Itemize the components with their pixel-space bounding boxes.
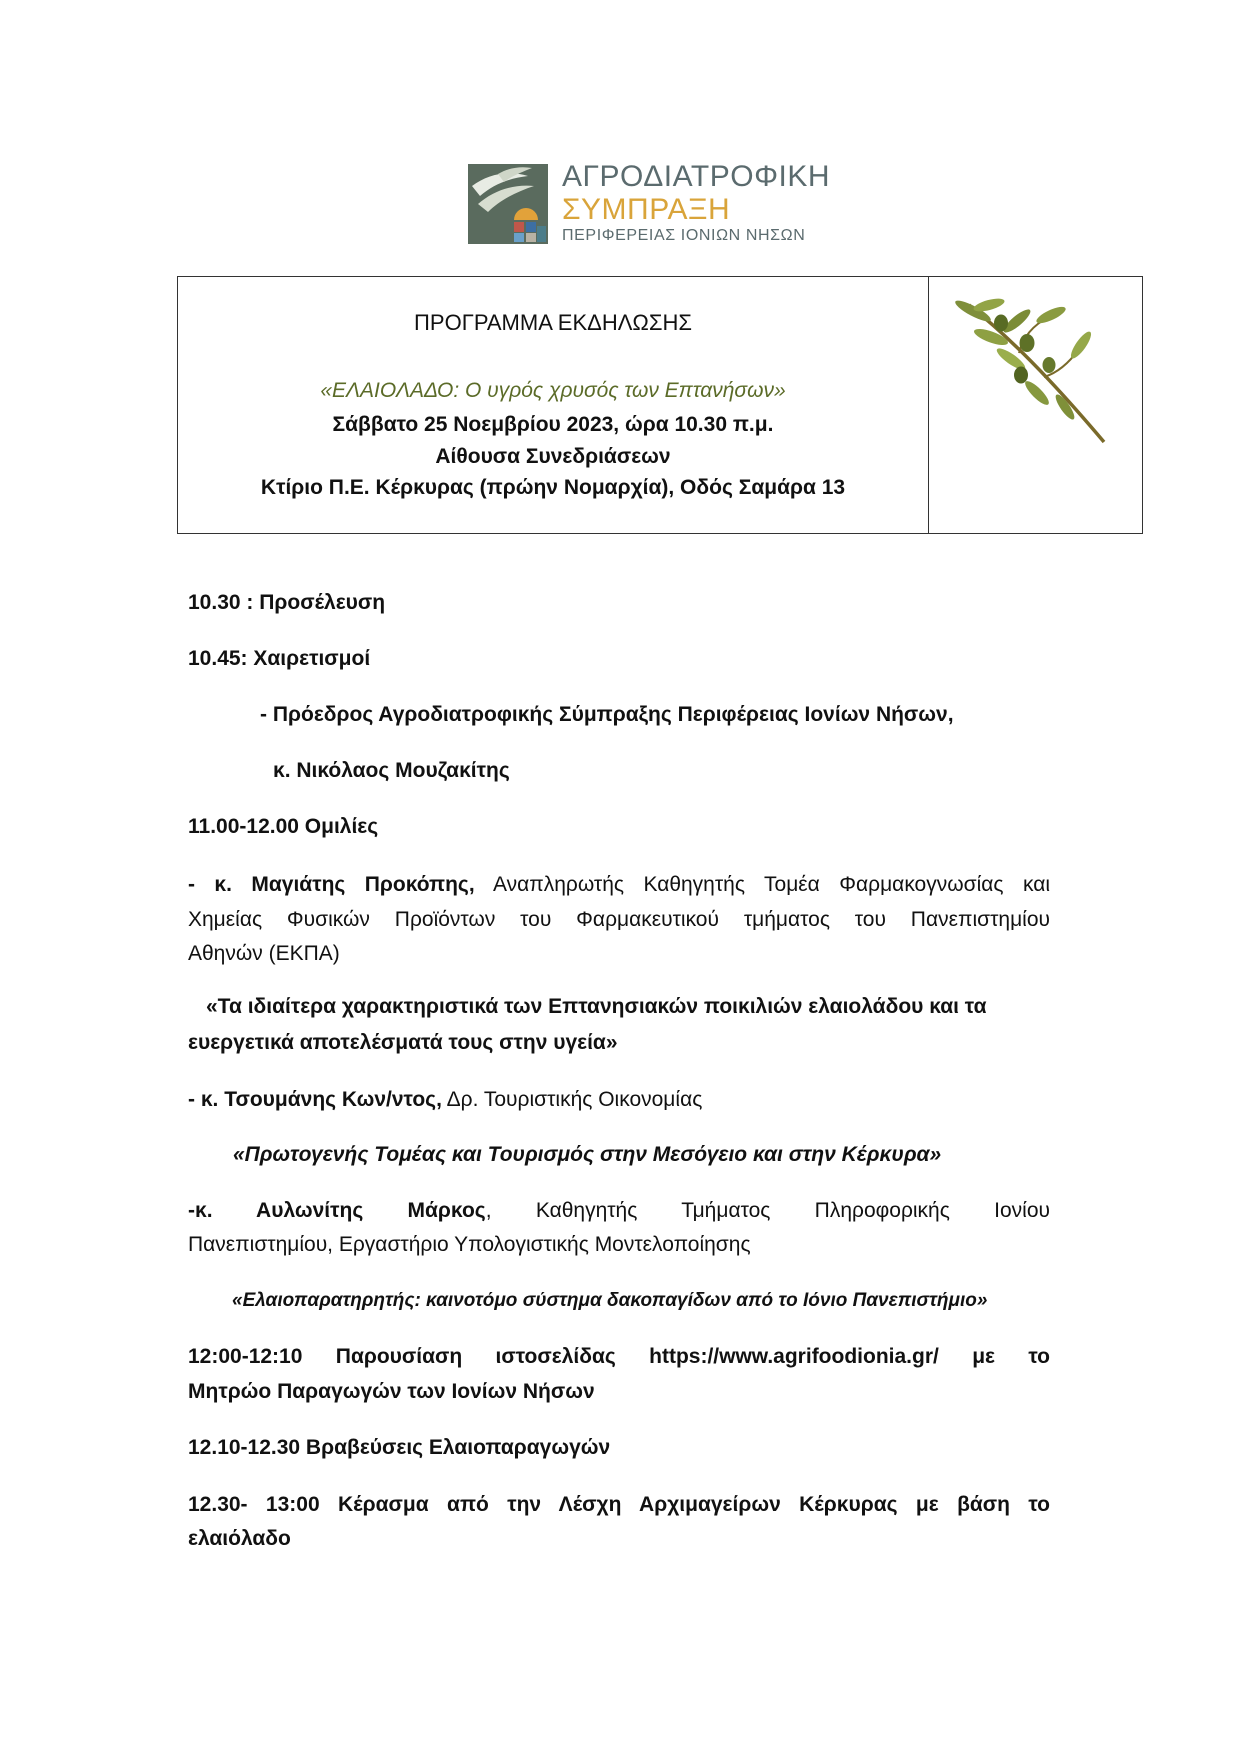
treat-line-1 [188, 1487, 1050, 1522]
speaker-2-line [188, 1088, 702, 1112]
logo [468, 160, 831, 248]
talk-1-title-a: «Τα ιδιαίτερα χαρακτηριστικά των Επτανησιακών ποικιλιών ελαιολάδου και τα [206, 995, 987, 1018]
speaker-1-desc-a: Αναπληρωτής Καθηγητής Τομέα Φαρμακογνωσίας και [492, 873, 1050, 896]
treat-a: 12.30- 13:00 Κέρασμα από την Λέσχη Αρχιμαγείρων Κέρκυρας με βάση το [188, 1493, 1050, 1516]
header-image-cell [929, 277, 1142, 533]
speaker-3-line-1 [188, 1193, 1050, 1228]
speaker-2-desc: Δρ. Τουριστικής Οικονομίας [446, 1088, 703, 1111]
speaker-3-desc-b: Πανεπιστημίου, Εργαστήριο Υπολογιστικής Μοντελοποίησης [188, 1233, 751, 1256]
website-presentation-line-1 [188, 1339, 1050, 1374]
awards-item: 12.10-12.30 Βραβεύσεις Ελαιοπαραγωγών [188, 1436, 611, 1459]
speaker-1-line-2 [188, 902, 1050, 937]
logo-text [562, 160, 830, 246]
speaker-3-name: -κ. Αυλωνίτης Μάρκος [188, 1199, 486, 1222]
president-role: - Πρόεδρος Αγροδιατροφικής Σύμπραξης Περιφέρειας Ιονίων Νήσων, [260, 703, 954, 726]
talks-heading: 11.00-12.00 Ομιλίες [188, 815, 379, 838]
speaker-1-line-1 [188, 867, 1050, 902]
speaker-1-desc-b: Χημείας Φυσικών Προϊόντων του Φαρμακευτικού τμήματος του Πανεπιστημίου [188, 908, 1050, 931]
event-subtitle: «ΕΛΑΙΟΛΑΔΟ: Ο υγρός χρυσός των Επτανήσων» [320, 379, 786, 402]
talk-2-title: «Πρωτογενής Τομέας και Τουρισμός στην Μεσόγειο και στην Κέρκυρα» [233, 1143, 942, 1166]
website-presentation-a: 12:00-12:10 Παρουσίαση ιστοσελίδας https://www.agrifoodionia.gr/ με το [188, 1345, 1050, 1368]
speaker-2-name: - κ. Τσουμάνης Κων/ντος, [188, 1088, 442, 1111]
greetings-item: 10.45: Χαιρετισμοί [188, 647, 371, 670]
website-presentation-b: Μητρώο Παραγωγών των Ιονίων Νήσων [188, 1380, 595, 1403]
header-text-cell [178, 277, 929, 533]
talk-1-title-b: ευεργετικά αποτελέσματά τους στην υγεία» [188, 1031, 618, 1054]
speaker-3-desc-a: , Καθηγητής Τμήματος Πληροφορικής Ιονίου [485, 1199, 1050, 1222]
treat-b: ελαιόλαδο [188, 1527, 291, 1550]
olive-branch-icon [929, 277, 1141, 533]
event-date: Σάββατο 25 Νοεμβρίου 2023, ώρα 10.30 π.μ. [332, 413, 774, 436]
agrifood-logo-icon [468, 164, 548, 244]
logo-line-2: ΣΥΜΠΡΑΞΗ [562, 193, 731, 226]
event-address: Κτίριο Π.Ε. Κέρκυρας (πρώην Νομαρχία), Οδός Σαμάρα 13 [260, 476, 846, 499]
logo-line-1: ΑΓΡΟΔΙΑΤΡΟΦΙΚΗ [562, 160, 831, 193]
president-name: κ. Νικόλαος Μουζακίτης [273, 759, 510, 782]
program-header-box [177, 276, 1143, 534]
program-title: ΠΡΟΓΡΑΜΜΑ ΕΚΔΗΛΩΣΗΣ [414, 310, 692, 335]
event-venue: Αίθουσα Συνεδριάσεων [435, 445, 671, 468]
speaker-1-name: - κ. Μαγιάτης Προκόπης, [188, 873, 475, 896]
talk-3-title: «Ελαιοπαρατηρητής: καινοτόμο σύστημα δακοπαγίδων από το Ιόνιο Πανεπιστήμιο» [232, 1290, 988, 1311]
speaker-1-desc-c: Αθηνών (ΕΚΠΑ) [188, 942, 340, 965]
arrival-item: 10.30 : Προσέλευση [188, 591, 386, 614]
logo-line-3: ΠΕΡΙΦΕΡΕΙΑΣ ΙΟΝΙΩΝ ΝΗΣΩΝ [562, 227, 806, 244]
